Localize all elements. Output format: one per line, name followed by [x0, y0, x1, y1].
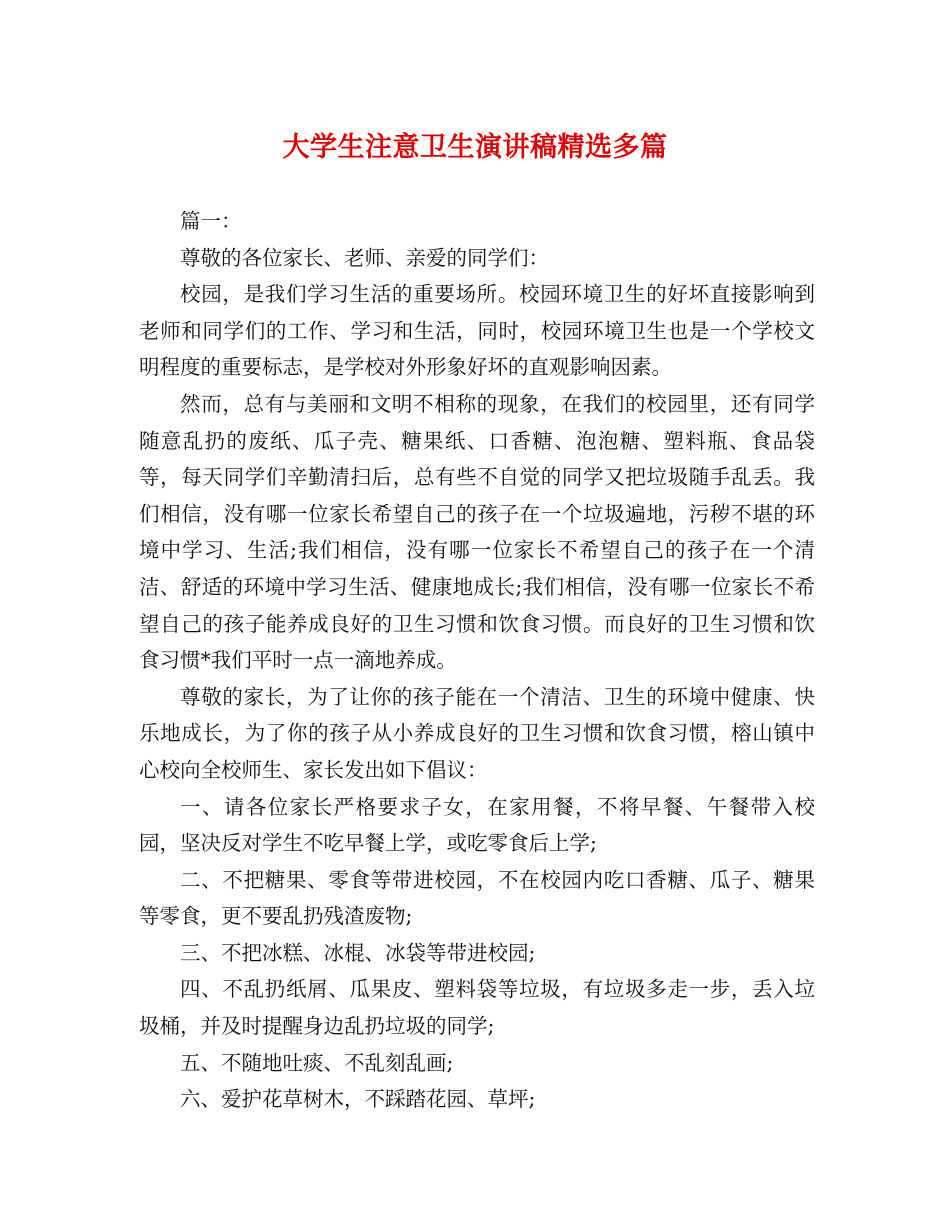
document-title: 大学生注意卫生演讲稿精选多篇: [282, 132, 668, 163]
paragraph: 然而，总有与美丽和文明不相称的现象，在我们的校园里，还有同学随意乱扔的废纸、瓜子壳、糖果纸、口香糖、泡泡糖、塑料瓶、食品袋等，每天同学们辛勤清扫后，总有些不自觉的同学又把垃圾随手乱丢。我们相信，没有哪一位家长希望自己的孩子在一个垃圾遍地，污秽不堪的环境中学习、生活;我们相信，没有哪一位家长不希望自己的孩子在一个清洁、舒适的环境中学习生活、健康地成长;我们相信，没有哪一位家长不希望自己的孩子能养成良好的卫生习惯和饮食习惯。而良好的卫生习惯和饮食习惯*我们平时一点一滴地养成。: [139, 391, 815, 673]
list-item: 四、不乱扔纸屑、瓜果皮、塑料袋等垃圾，有垃圾多走一步，丢入垃圾桶，并及时提醒身边乱扔垃圾的同学;: [139, 977, 815, 1039]
paragraph: 尊敬的家长，为了让你的孩子能在一个清洁、卫生的环境中健康、快乐地成长，为了你的孩子从小养成良好的卫生习惯和饮食习惯，榕山镇中心校向全校师生、家长发出如下倡议：: [139, 684, 815, 782]
list-item: 六、爱护花草树木，不踩踏花园、草坪;: [180, 1087, 536, 1112]
list-item: 五、不随地吐痰、不乱刻乱画;: [180, 1050, 454, 1075]
list-item: 一、请各位家长严格要求子女，在家用餐，不将早餐、午餐带入校园，坚决反对学生不吃早餐上学，或吃零食后上学;: [139, 794, 815, 856]
list-item: 三、不把冰糕、冰棍、冰袋等带进校园;: [180, 940, 536, 965]
list-item: 二、不把糖果、零食等带进校园，不在校园内吃口香糖、瓜子、糖果等零食，更不要乱扔残渣废物;: [139, 867, 815, 929]
paragraph: 校园，是我们学习生活的重要场所。校园环境卫生的好坏直接影响到老师和同学们的工作、学习和生活，同时，校园环境卫生也是一个学校文明程度的重要标志，是学校对外形象好坏的直观影响因素。: [139, 282, 815, 380]
paragraph-section-heading: 篇一：: [180, 209, 242, 233]
paragraph-salutation: 尊敬的各位家长、老师、亲爱的同学们：: [180, 245, 549, 270]
document-body: [139, 203, 815, 1118]
